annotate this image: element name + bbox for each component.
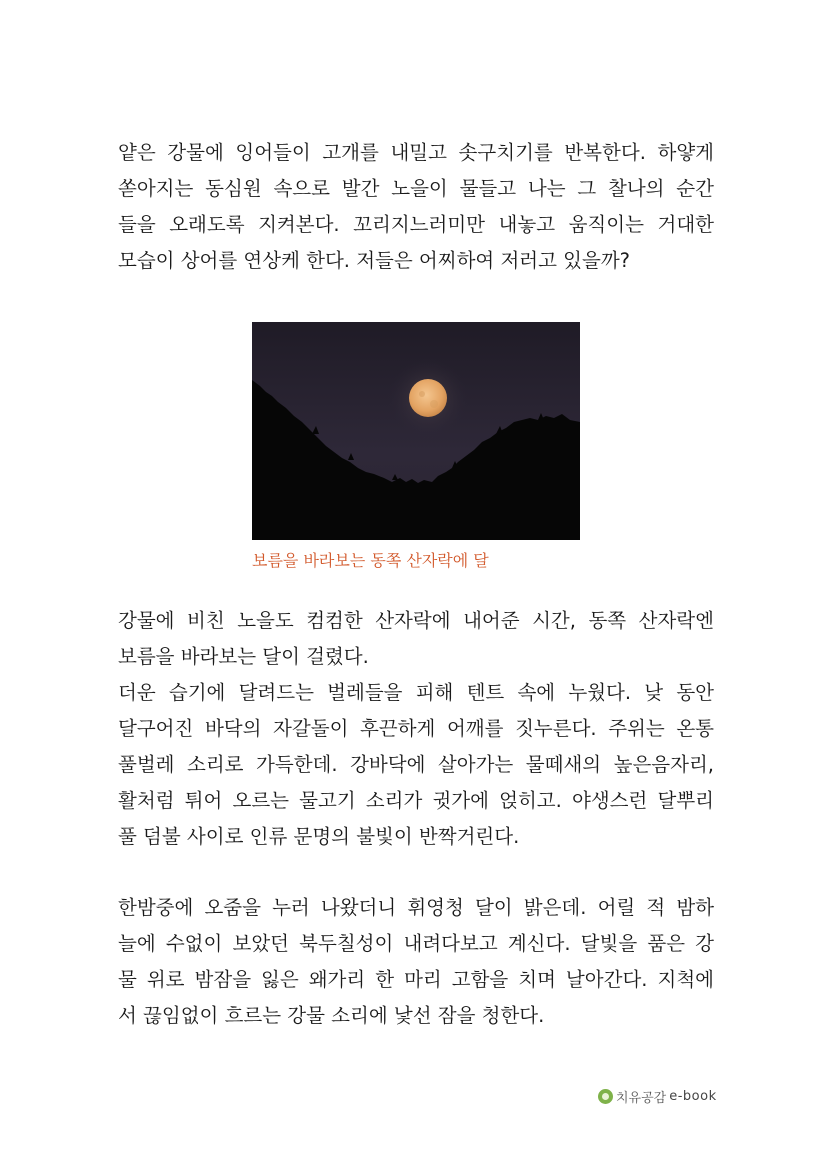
text-line: 쏟아지는 동심원 속으로 발간 노을이 물들고 나는 그 찰나의 순간 bbox=[118, 177, 714, 200]
ebook-footer bbox=[598, 1086, 717, 1106]
text-line: 활처럼 튀어 오르는 물고기 소리가 귓가에 얹히고. 야생스런 달뿌리 bbox=[118, 789, 714, 812]
paragraph-koi bbox=[118, 135, 714, 279]
text-line: 서 끊임없이 흐르는 강물 소리에 낯선 잠을 청한다. bbox=[118, 1004, 545, 1027]
photo-caption: 보름을 바라보는 동쪽 산자락에 달 bbox=[252, 551, 489, 570]
text-line: 풀벌레 소리로 가득한데. 강바닥에 살아가는 물떼새의 높은음자리, bbox=[118, 753, 714, 776]
footer-logo-text: 치유공감 bbox=[616, 1090, 667, 1106]
text-line: 물 위로 밤잠을 잃은 왜가리 한 마리 고함을 치며 날아간다. 지척에 bbox=[118, 968, 714, 991]
text-line: 늘에 수없이 보았던 북두칠성이 내려다보고 계신다. 달빛을 품은 강 bbox=[118, 932, 714, 955]
paragraph-tent bbox=[118, 603, 714, 855]
paragraph-midnight bbox=[118, 890, 714, 1034]
text-line: 모습이 상어를 연상케 한다. 저들은 어찌하여 저러고 있을까? bbox=[118, 249, 631, 272]
text-line: 들을 오래도록 지켜본다. 꼬리지느러미만 내놓고 움직이는 거대한 bbox=[118, 213, 714, 236]
text-line: 더운 습기에 달려드는 벌레들을 피해 텐트 속에 누웠다. 낮 동안 bbox=[118, 681, 714, 704]
footer-brand: e-book bbox=[669, 1088, 717, 1104]
text-line: 얕은 강물에 잉어들이 고개를 내밀고 솟구치기를 반복한다. 하얗게 bbox=[118, 141, 714, 164]
moon bbox=[409, 379, 447, 417]
text-line: 강물에 비친 노을도 컴컴한 산자락에 내어준 시간, 동쪽 산자락엔 bbox=[118, 609, 714, 632]
text-line: 한밤중에 오줌을 누러 나왔더니 휘영청 달이 밝은데. 어릴 적 밤하 bbox=[118, 896, 714, 919]
leaf-circle-icon bbox=[598, 1089, 613, 1104]
text-line: 보름을 바라보는 달이 걸렸다. bbox=[118, 645, 369, 668]
moon-photo bbox=[252, 322, 580, 540]
text-line: 달구어진 바닥의 자갈돌이 후끈하게 어깨를 짓누른다. 주위는 온통 bbox=[118, 717, 714, 740]
text-line: 풀 덤불 사이로 인류 문명의 불빛이 반짝거린다. bbox=[118, 825, 520, 848]
moon-over-forest-image bbox=[252, 322, 580, 540]
